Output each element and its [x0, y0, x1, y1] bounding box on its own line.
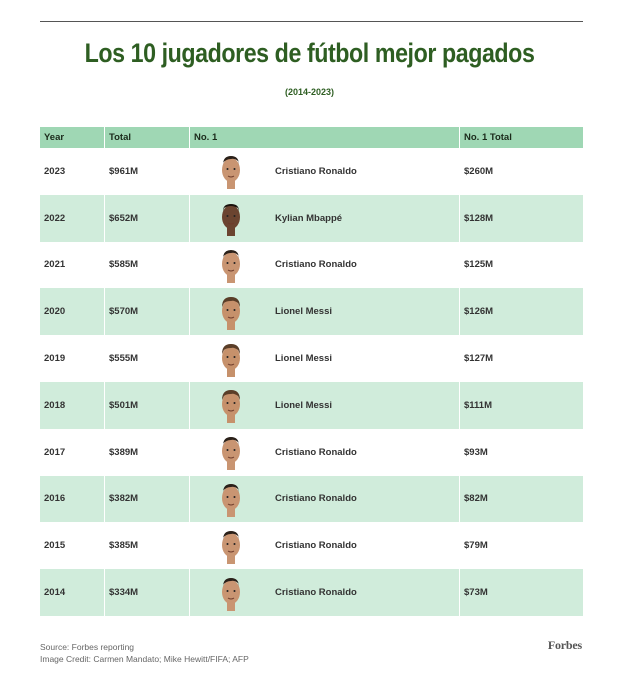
table-row: [40, 288, 583, 335]
ronaldo-face-icon: [217, 153, 245, 189]
row-player-total: $73M: [459, 569, 583, 616]
row-player: Cristiano Ronaldo: [275, 446, 357, 458]
row-player-total: $125M: [459, 242, 583, 289]
row-photo: [189, 382, 271, 429]
table-header: [40, 127, 583, 148]
header-total: Total: [104, 127, 189, 148]
row-player: Cristiano Ronaldo: [275, 493, 357, 505]
row-year: 2015: [44, 540, 66, 552]
row-player-total: $93M: [459, 429, 583, 476]
salary-table: [40, 127, 583, 616]
row-player: Cristiano Ronaldo: [275, 259, 357, 271]
row-total: $389M: [104, 429, 189, 476]
row-player: Lionel Messi: [275, 353, 333, 365]
row-player: Cristiano Ronaldo: [275, 587, 357, 599]
table-body: [40, 148, 583, 616]
table-row: [40, 382, 583, 429]
row-photo: [189, 195, 271, 242]
messi-face-icon: [217, 387, 245, 423]
forbes-logo: Forbes: [547, 638, 582, 652]
source-note: [40, 641, 249, 665]
row-year: 2023: [44, 165, 66, 177]
table-row: [40, 242, 583, 289]
row-total: $334M: [104, 569, 189, 616]
row-player-total: $126M: [459, 288, 583, 335]
row-player: Cristiano Ronaldo: [275, 165, 357, 177]
row-photo: [189, 522, 271, 569]
row-photo: [189, 288, 271, 335]
table-row: [40, 569, 583, 616]
row-year: 2020: [44, 306, 66, 318]
row-player: Cristiano Ronaldo: [275, 540, 357, 552]
header-no1-total: No. 1 Total: [459, 127, 583, 148]
table-row: [40, 429, 583, 476]
row-player-total: $260M: [459, 148, 583, 195]
chart-subtitle: (2014-2023): [284, 87, 335, 97]
row-player: Lionel Messi: [275, 399, 333, 411]
chart-title: Los 10 jugadores de fútbol mejor pagados: [84, 38, 535, 68]
row-photo: [189, 569, 271, 616]
credit-text: Image Credit: Carmen Mandato; Mike Hewitt/FIFA; AFP: [40, 654, 249, 664]
messi-face-icon: [217, 294, 245, 330]
row-player-total: $79M: [459, 522, 583, 569]
row-total: $652M: [104, 195, 189, 242]
row-photo: [189, 476, 271, 523]
row-photo: [189, 242, 271, 289]
row-year: 2021: [44, 259, 66, 271]
row-year: 2016: [44, 493, 66, 505]
row-player-total: $82M: [459, 476, 583, 523]
ronaldo-face-icon: [217, 528, 245, 564]
row-year: 2014: [44, 587, 66, 599]
table-row: [40, 148, 583, 195]
row-total: $961M: [104, 148, 189, 195]
row-total: $501M: [104, 382, 189, 429]
row-total: $570M: [104, 288, 189, 335]
row-photo: [189, 148, 271, 195]
row-player-total: $111M: [459, 382, 583, 429]
ronaldo-face-icon: [217, 434, 245, 470]
mbappe-face-icon: [217, 200, 245, 236]
row-player-total: $128M: [459, 195, 583, 242]
messi-face-icon: [217, 341, 245, 377]
table-row: [40, 335, 583, 382]
row-photo: [189, 429, 271, 476]
row-player: Lionel Messi: [275, 306, 333, 318]
ronaldo-face-icon: [217, 247, 245, 283]
row-total: $555M: [104, 335, 189, 382]
row-total: $385M: [104, 522, 189, 569]
row-total: $585M: [104, 242, 189, 289]
row-player: Kylian Mbappé: [275, 212, 343, 224]
ronaldo-face-icon: [217, 481, 245, 517]
table-row: [40, 522, 583, 569]
row-photo: [189, 335, 271, 382]
row-year: 2017: [44, 446, 66, 458]
top-rule: [40, 21, 583, 22]
table-row: [40, 476, 583, 523]
row-year: 2018: [44, 399, 66, 411]
ronaldo-face-icon: [217, 575, 245, 611]
row-total: $382M: [104, 476, 189, 523]
header-year: Year: [44, 132, 65, 143]
row-player-total: $127M: [459, 335, 583, 382]
row-year: 2019: [44, 353, 66, 365]
header-no1: No. 1: [189, 127, 459, 148]
source-text: Source: Forbes reporting: [40, 642, 135, 652]
table-row: [40, 195, 583, 242]
row-year: 2022: [44, 212, 66, 224]
